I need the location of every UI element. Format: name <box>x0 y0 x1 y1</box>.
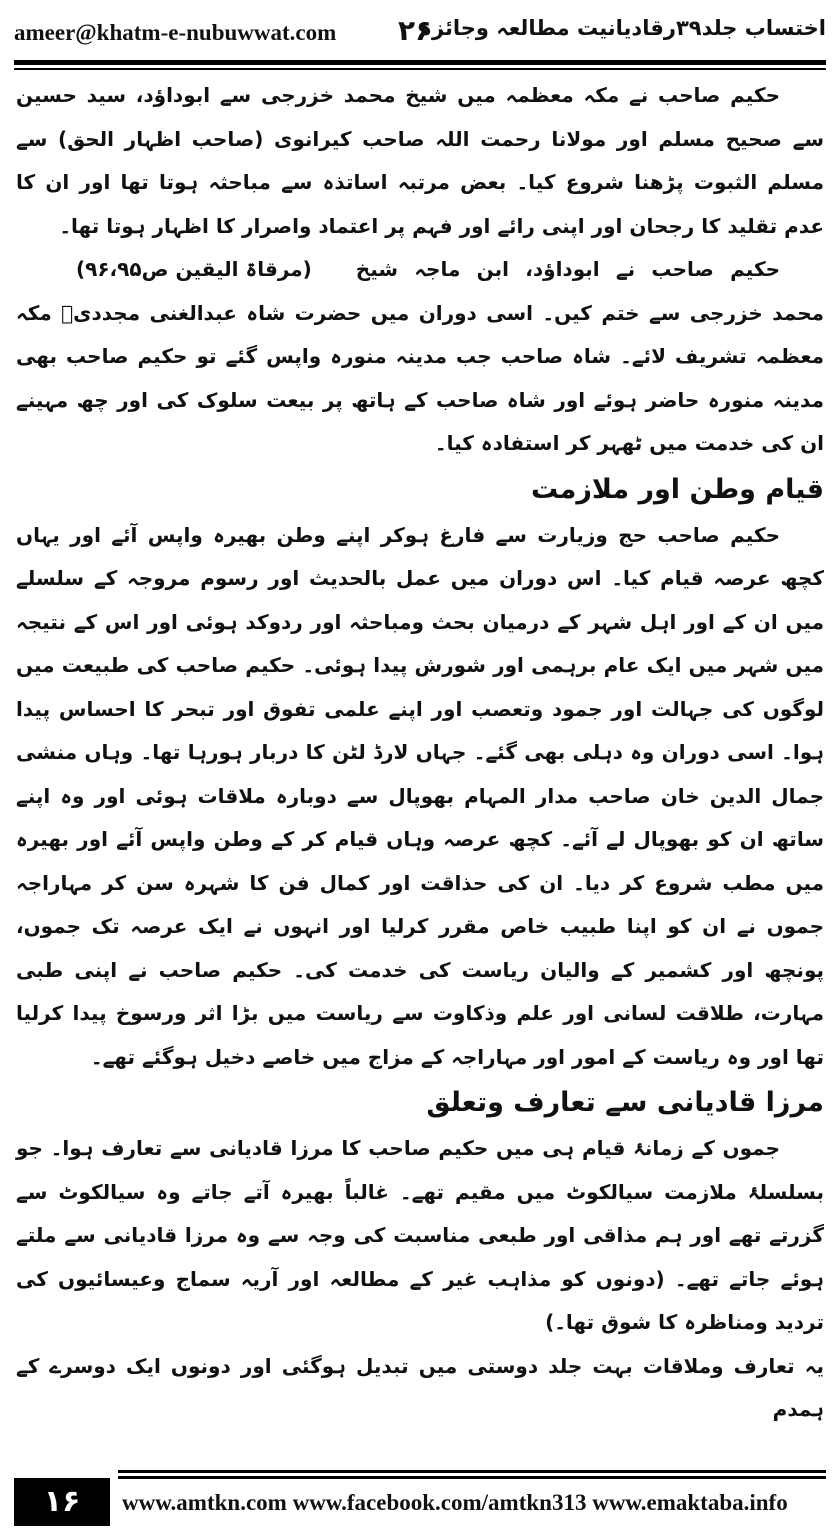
footer-page-number: ۱۶ <box>14 1478 110 1526</box>
header-book-title: اختساب جلد۳۹رقادیانیت مطالعہ وجائزہ <box>419 16 826 40</box>
paragraph-4: جموں کے زمانۂ قیام ہی میں حکیم صاحب کا مرزا قادیانی سے تعارف ہوا۔ جو بسلسلۂ ملازمت سیالکوٹ میں مقیم تھے۔ غالباً بھیرہ آتے جاتے وہ سیالکوٹ سے گزرتے تھے اور ہم مذاقی اور طبعی مناسبت کی وجہ سے وہ مرزا قادیانی سے ملتے ہوئے جاتے تھے۔ (دونوں کو مذاہب غیر کے مطالعہ اور آریہ سماج وعیسائیوں کی تردید ومناظرہ کا شوق تھا۔) <box>16 1136 824 1334</box>
header-rule-thick <box>14 60 826 65</box>
citation: (مرقاۃ الیقین ص۹۶،۹۵) <box>76 257 312 281</box>
header-page-number: ۲۶ <box>398 14 433 47</box>
section-heading-2: مرزا قادیانی سے تعارف وتعلق <box>426 1087 824 1118</box>
page-header <box>14 14 826 58</box>
paragraph-5: یہ تعارف وملاقات بہت جلد دوستی میں تبدیل ہوگئی اور دونوں ایک دوسرے کے ہمدم <box>16 1353 824 1421</box>
paragraph-1-text: حکیم صاحب نے مکہ معظمہ میں شیخ محمد خزرجی سے ابوداؤد، سید حسین سے صحیح مسلم اور مولانا رحمت اللہ صاحب کیرانوی (صاحب اظہار الحق) سے مسلم الثبوت پڑھنا شروع کیا۔ بعض مرتبہ اساتذہ سے مباحثہ ہوتا تھا اور ان کا عدم تقلید کا رجحان اور اپنی رائے اور فہم پر اعتماد واصرار کا اظہار ہوتا تھا۔ <box>16 83 824 238</box>
page-body <box>16 74 824 1432</box>
paragraph-3: حکیم صاحب حج وزیارت سے فارغ ہوکر اپنے وطن بھیرہ واپس آئے اور یہاں کچھ عرصہ قیام کیا۔ اس دوران میں عمل بالحدیث اور رسوم مروجہ کے سلسلے میں ان کے اور اہل شہر کے درمیان بحث ومباحثہ اور ردوکد ہوئی اور اس کے نتیجہ میں شہر میں ایک عام برہمی اور شورش پیدا ہوئی۔ حکیم صاحب کی طبیعت میں لوگوں کی جہالت اور جمود وتعصب اور اپنے علمی تفوق اور تبحر کا احساس پیدا ہوا۔ اسی دوران وہ دہلی بھی گئے۔ جہاں لارڈ لٹن کا دربار ہورہا تھا۔ وہاں منشی جمال الدین خان صاحب مدار المہام بھوپال سے دوبارہ ملاقات ہوئی اور وہ اپنے ساتھ ان کو بھوپال لے آئے۔ کچھ عرصہ وہاں قیام کر کے وطن واپس آئے اور بھیرہ میں مطب شروع کر دیا۔ ان کی حذاقت اور کمال فن کا شہرہ سن کر مہاراجہ جموں نے ان کو اپنا طبیب خاص مقرر کرلیا اور انہوں نے ایک عرصہ تک جموں، پونچھ اور کشمیر کے والیان ریاست کی خدمت کی۔ حکیم صاحب نے اپنی طبی مہارت، طلاقت لسانی اور علم وذکاوت سے ریاست میں بڑا اثر ورسوخ پیدا کرلیا تھا اور وہ ریاست کے امور اور مہاراجہ کے مزاج میں خاصے دخیل ہوگئے تھے۔ <box>16 522 824 1069</box>
footer-rule-bottom <box>118 1476 826 1479</box>
header-email: ameer@khatm-e-nubuwwat.com <box>14 20 337 45</box>
footer-links: www.amtkn.com www.facebook.com/amtkn313 www.emaktaba.info <box>122 1490 788 1515</box>
footer-rule-top <box>118 1470 826 1473</box>
paragraph-1 <box>16 74 824 281</box>
section-heading-1: قیام وطن اور ملازمت <box>531 473 824 505</box>
header-rule-thin <box>14 68 826 70</box>
paragraph-2: حکیم صاحب نے ابوداؤد، ابن ماجہ شیخ محمد خزرجی سے ختم کیں۔ اسی دوران میں حضرت شاہ عبدالغنی مجددیؒ مکہ معظمہ تشریف لائے۔ شاہ صاحب جب مدینہ منورہ واپس گئے تو حکیم صاحب بھی مدینہ منورہ حاضر ہوئے اور شاہ صاحب کے ہاتھ پر بیعت سلوک کی اور چھ مہینے ان کی خدمت میں ٹھہر کر استفادہ کیا۔ <box>16 257 824 455</box>
